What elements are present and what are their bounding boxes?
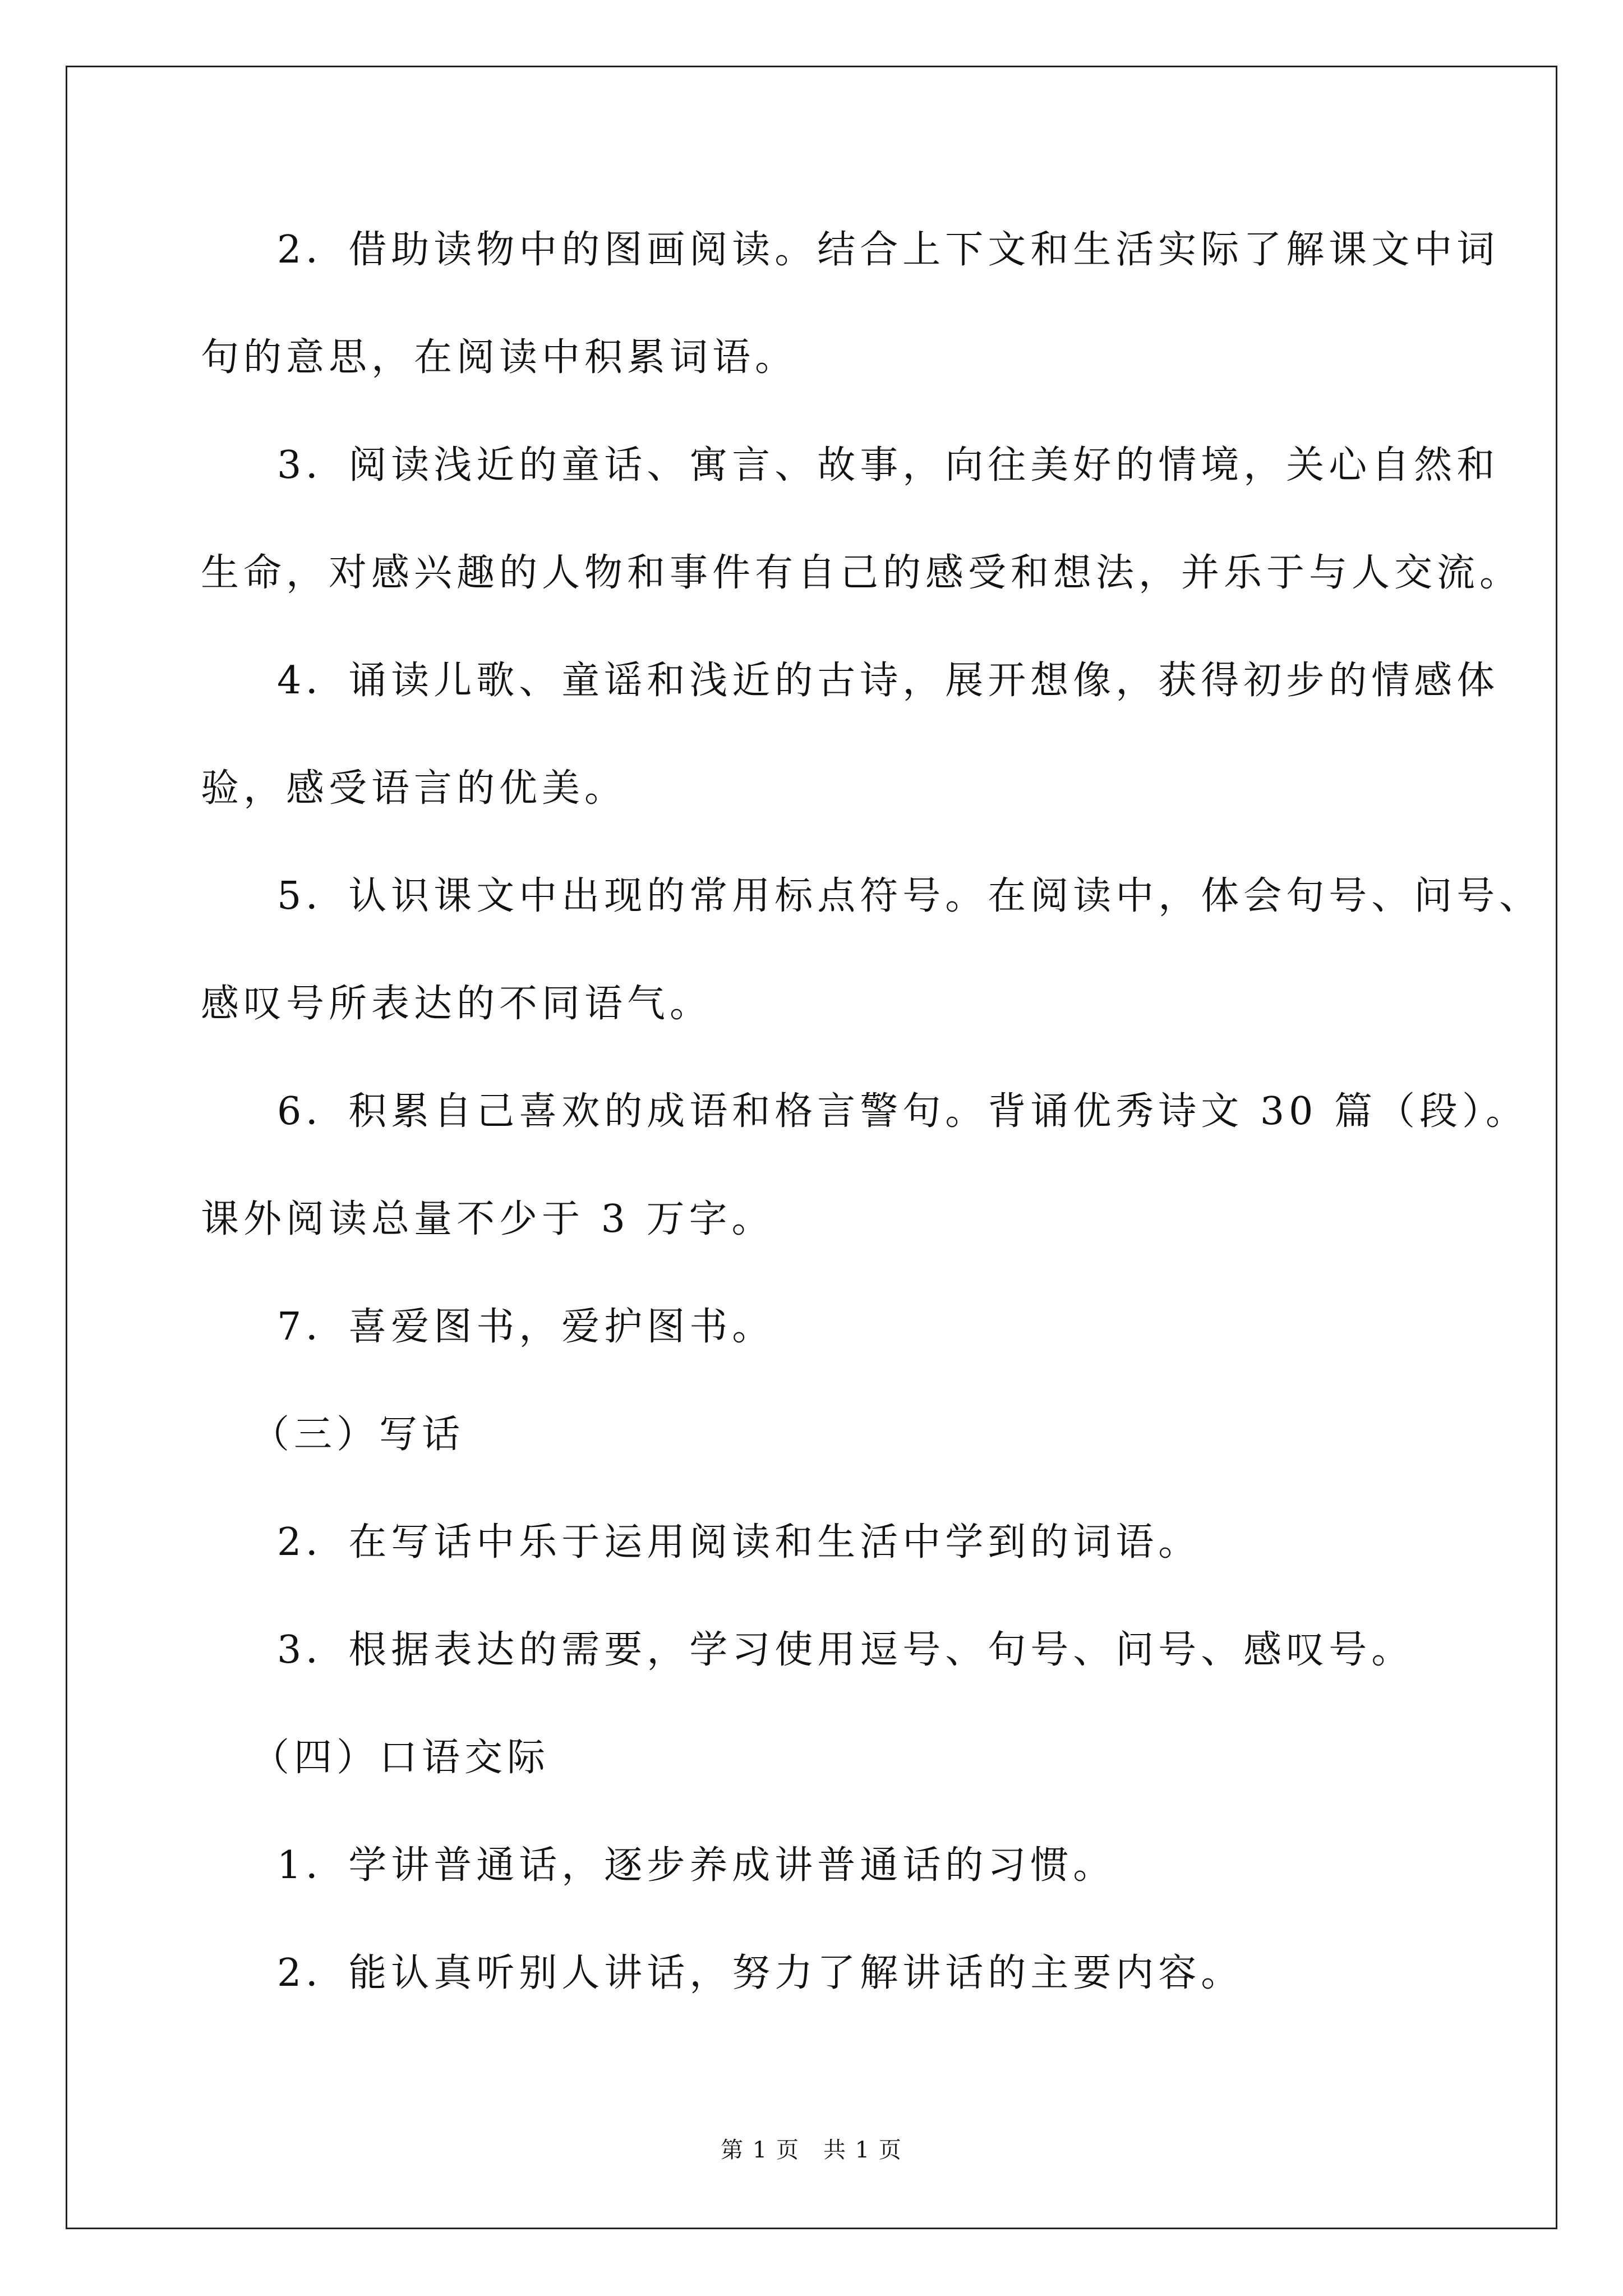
- section-heading-oral-communication: （四）口语交际: [251, 1736, 550, 1780]
- paragraph-line: 生命，对感兴趣的人物和事件有自己的感受和想法，并乐于与人交流。: [201, 551, 1523, 595]
- paragraph-line: 7．喜爱图书，爱护图书。: [277, 1305, 775, 1349]
- paragraph-line: 4．诵读儿歌、童谣和浅近的古诗，展开想像，获得初步的情感体: [277, 659, 1500, 703]
- paragraph-line: 句的意思，在阅读中积累词语。: [201, 335, 798, 380]
- paragraph-line: 3．阅读浅近的童话、寓言、故事，向往美好的情境，关心自然和: [277, 443, 1500, 487]
- paragraph-line: 2．能认真听别人讲话，努力了解讲话的主要内容。: [277, 1951, 1244, 1995]
- paragraph-line: 1．学讲普通话，逐步养成讲普通话的习惯。: [277, 1843, 1116, 1888]
- paragraph-line: 2．在写话中乐于运用阅读和生活中学到的词语。: [277, 1520, 1201, 1565]
- page-number-footer: 第 1 页 共 1 页: [721, 2137, 902, 2163]
- paragraph-line: 课外阅读总量不少于 3 万字。: [201, 1197, 774, 1241]
- paragraph-line: 2．借助读物中的图画阅读。结合上下文和生活实际了解课文中词: [277, 228, 1500, 272]
- section-heading-writing: （三）写话: [251, 1412, 465, 1457]
- paragraph-line: 6．积累自己喜欢的成语和格言警句。背诵优秀诗文 30 篇（段）。: [277, 1089, 1529, 1134]
- paragraph-line: 5．认识课文中出现的常用标点符号。在阅读中，体会句号、问号、: [277, 874, 1542, 918]
- paragraph-line: 感叹号所表达的不同语气。: [201, 982, 713, 1026]
- page-border: [66, 66, 1557, 2229]
- paragraph-line: 验，感受语言的优美。: [201, 766, 628, 811]
- paragraph-line: 3．根据表达的需要，学习使用逗号、句号、问号、感叹号。: [277, 1628, 1414, 1672]
